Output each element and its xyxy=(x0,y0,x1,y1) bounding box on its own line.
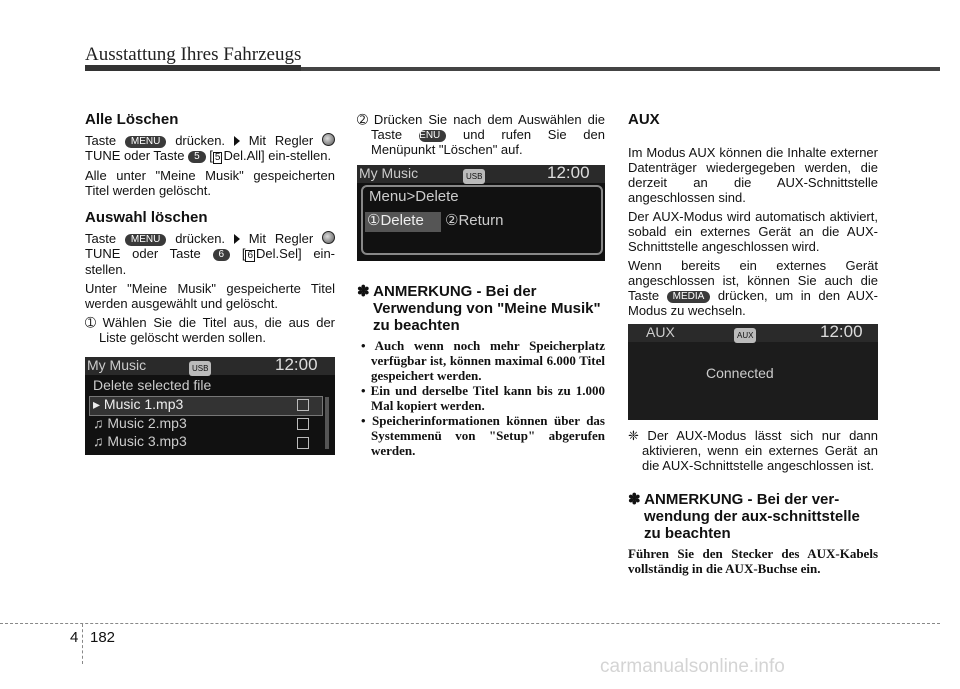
note-heading-aux: ✽ ANMERKUNG - Bei der ver-wendung der aux-schnittstelle zu beachten xyxy=(628,491,860,542)
display-screen-aux xyxy=(628,324,878,420)
screen-title: My Music xyxy=(359,165,419,181)
button-6-label: 6 xyxy=(213,249,231,261)
step-1: ➀ Wählen Sie die Titel aus, die aus der Liste gelöscht werden sollen. xyxy=(85,315,335,345)
column-middle xyxy=(357,112,605,458)
screen-clock: 12:00 xyxy=(547,163,590,182)
paragraph-delete-selection-instructions: Taste MENU drücken. Mit Regler TUNE oder Taste 6 [ 6 Del.Sel] ein-stellen. xyxy=(85,231,335,277)
checkbox-icon xyxy=(297,399,309,411)
section-number: 4 xyxy=(70,629,79,646)
list-item: • Speicherinformationen können über das Systemmenü von "Setup" abgerufen werden. xyxy=(361,413,605,458)
step-2: ➁ Drücken Sie nach dem Auswählen die Taste MENU und rufen Sie den Menüpunkt "Löschen" auf. xyxy=(357,112,605,157)
paragraph-delete-all-instructions: Taste MENU drücken. Mit Regler TUNE oder Taste 5 [ 5 Del.All] ein-stellen. xyxy=(85,133,335,164)
screen-header: Delete selected file xyxy=(93,377,212,393)
display-screen-delete-menu xyxy=(357,165,605,261)
aux-badge: AUX xyxy=(734,328,756,343)
paragraph-delete-selection-result: Unter "Meine Musik" gespeicherte Titel werden ausgewählt und gelöscht. xyxy=(85,281,335,311)
arrow-right-icon xyxy=(234,136,240,146)
menu-button-label: MENU xyxy=(125,136,166,148)
screen-title: My Music xyxy=(87,357,147,373)
scrollbar xyxy=(325,397,329,449)
paragraph-aux-auto: Der AUX-Modus wird automatisch aktiviert, sobald ein externes Gerät an die AUX-Schnittstelle angeschlossen wird. xyxy=(628,209,878,254)
key-6-icon: 6 xyxy=(247,250,254,261)
section-heading-delete-all: Alle Löschen xyxy=(85,111,179,128)
section-heading-delete-selection: Auswahl löschen xyxy=(85,209,208,226)
list-item: ♫ Music 2.mp3 xyxy=(93,415,187,431)
menu-path: Menu>Delete xyxy=(369,188,459,205)
column-right xyxy=(628,112,878,580)
media-button-label: MEDIA xyxy=(667,291,711,303)
watermark: carmanualsonline.info xyxy=(600,656,785,677)
paragraph-aux-media: Wenn bereits ein externes Gerät angeschlossen ist, können Sie auch die Taste MEDIA drücken, um in den AUX-Modus zu wechseln. xyxy=(628,258,878,318)
screen-clock: 12:00 xyxy=(820,322,863,341)
tune-knob-icon xyxy=(322,231,335,244)
menu-button-label: MENU xyxy=(125,234,166,246)
usb-badge: USB xyxy=(463,169,485,184)
arrow-right-icon xyxy=(234,234,240,244)
display-screen-my-music-list xyxy=(85,357,335,455)
footer-divider xyxy=(82,624,83,664)
page-number: 182 xyxy=(90,629,116,646)
header-rule xyxy=(85,67,940,71)
note-bullet-list xyxy=(357,338,605,458)
note-heading-my-music: ✽ ANMERKUNG - Bei der Verwendung von "Meine Musik" zu beachten xyxy=(357,283,601,334)
tune-knob-icon xyxy=(322,133,335,146)
page-header-title: Ausstattung Ihres Fahrzeugs xyxy=(85,44,302,65)
list-item: ♫ Music 3.mp3 xyxy=(93,433,187,449)
key-5-icon: 5 xyxy=(214,152,221,163)
button-5-label: 5 xyxy=(188,151,206,163)
list-item: • Ein und derselbe Titel kann bis zu 1.000 Mal kopiert werden. xyxy=(361,383,605,413)
list-item: • Auch wenn noch mehr Speicherplatz verfügbar ist, können maximal 6.000 Titel gespeichert werden. xyxy=(361,338,605,383)
aux-activation-note: ❈ Der AUX-Modus lässt sich nur dann aktivieren, wenn ein externes Gerät an die AUX-Schnittstelle angeschlossen ist. xyxy=(628,428,878,473)
menu-button-label: MENU xyxy=(419,130,446,142)
return-option: ②Return xyxy=(445,212,504,229)
screen-title: AUX xyxy=(646,324,675,340)
note-body-aux: Führen Sie den Stecker des AUX-Kabels vollständig in die AUX-Buchse ein. xyxy=(628,546,878,576)
screen-clock: 12:00 xyxy=(275,355,318,374)
section-heading-aux: AUX xyxy=(628,111,660,128)
delete-option: ①Delete xyxy=(367,212,424,229)
paragraph-aux-intro: Im Modus AUX können die Inhalte externer Datenträger wiedergegeben werden, die derzeit an die AUX-Schnittstelle angeschlossen sind. xyxy=(628,145,878,205)
column-left xyxy=(85,112,335,455)
checkbox-icon xyxy=(297,418,309,430)
usb-badge: USB xyxy=(189,361,211,376)
connection-status: Connected xyxy=(706,365,774,381)
checkbox-icon xyxy=(297,437,309,449)
paragraph-delete-all-result: Alle unter "Meine Musik" gespeicherten Titel werden gelöscht. xyxy=(85,168,335,198)
list-item: ▸ Music 1.mp3 xyxy=(93,396,184,412)
footer-rule xyxy=(0,623,940,624)
